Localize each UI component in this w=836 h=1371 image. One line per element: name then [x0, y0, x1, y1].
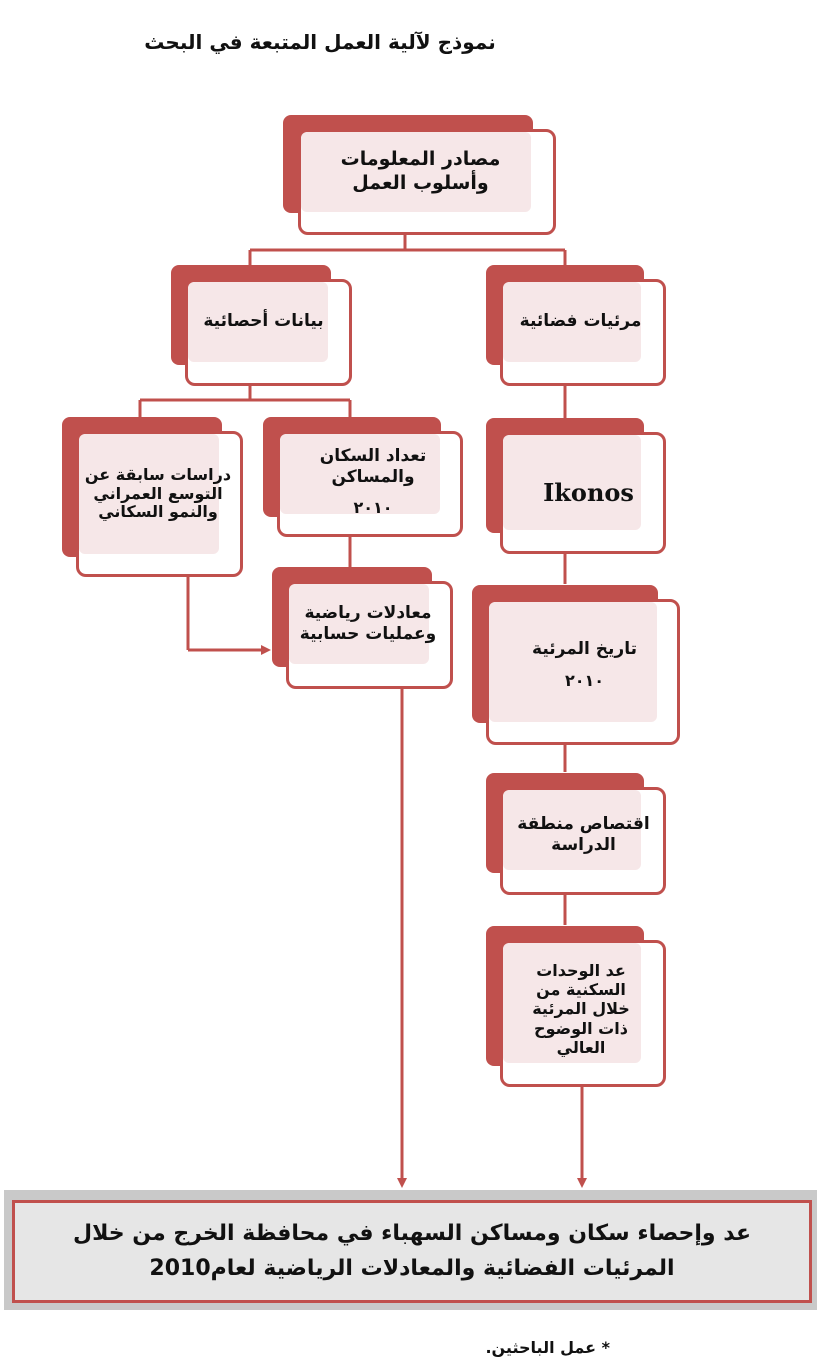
box-label: بيانات أحصائية — [203, 311, 324, 332]
box-statistical-data — [171, 265, 352, 386]
box-label: Ikonos — [543, 477, 634, 507]
box-count-units — [486, 926, 666, 1087]
box-information-sources — [283, 115, 556, 235]
year-label: ٢٠١٠ — [353, 498, 393, 518]
box-label: مصادر المعلومات وأسلوب العمل — [340, 148, 501, 194]
year-label: ٢٠١٠ — [564, 670, 605, 690]
box-label: تعداد السكان والمساكن — [319, 445, 427, 487]
box-ikonos — [486, 418, 666, 554]
box-image-date — [472, 585, 680, 745]
box-label: دراسات سابقة عن التوسع العمراني والنمو السكاني — [84, 465, 232, 522]
box-clip-study-area — [486, 773, 666, 895]
footnote: * عمل الباحثين. — [485, 1338, 610, 1357]
box-label: تاريخ المرئية — [532, 639, 637, 660]
diagram-title: نموذج لآلية العمل المتبعة في البحث — [144, 30, 496, 54]
box-label: اقتصاص منطقة الدراسة — [517, 813, 650, 855]
box-equations — [272, 567, 453, 689]
box-satellite-images — [486, 265, 666, 386]
box-previous-studies — [62, 417, 243, 577]
result-box — [12, 1200, 812, 1303]
box-label: مرئيات فضائية — [519, 311, 642, 332]
box-label: معادلات رياضية وعمليات حسابية — [299, 602, 437, 644]
box-census — [263, 417, 463, 537]
result-label: عد وإحصاء سكان ومساكن السهباء في محافظة الخرج من خلال المرئيات الفضائية والمعادلات الرياضية لعام2010 — [73, 1221, 751, 1281]
box-label: عد الوحدات السكنية من خلال المرئية ذات الوضوح العالي — [532, 961, 630, 1057]
